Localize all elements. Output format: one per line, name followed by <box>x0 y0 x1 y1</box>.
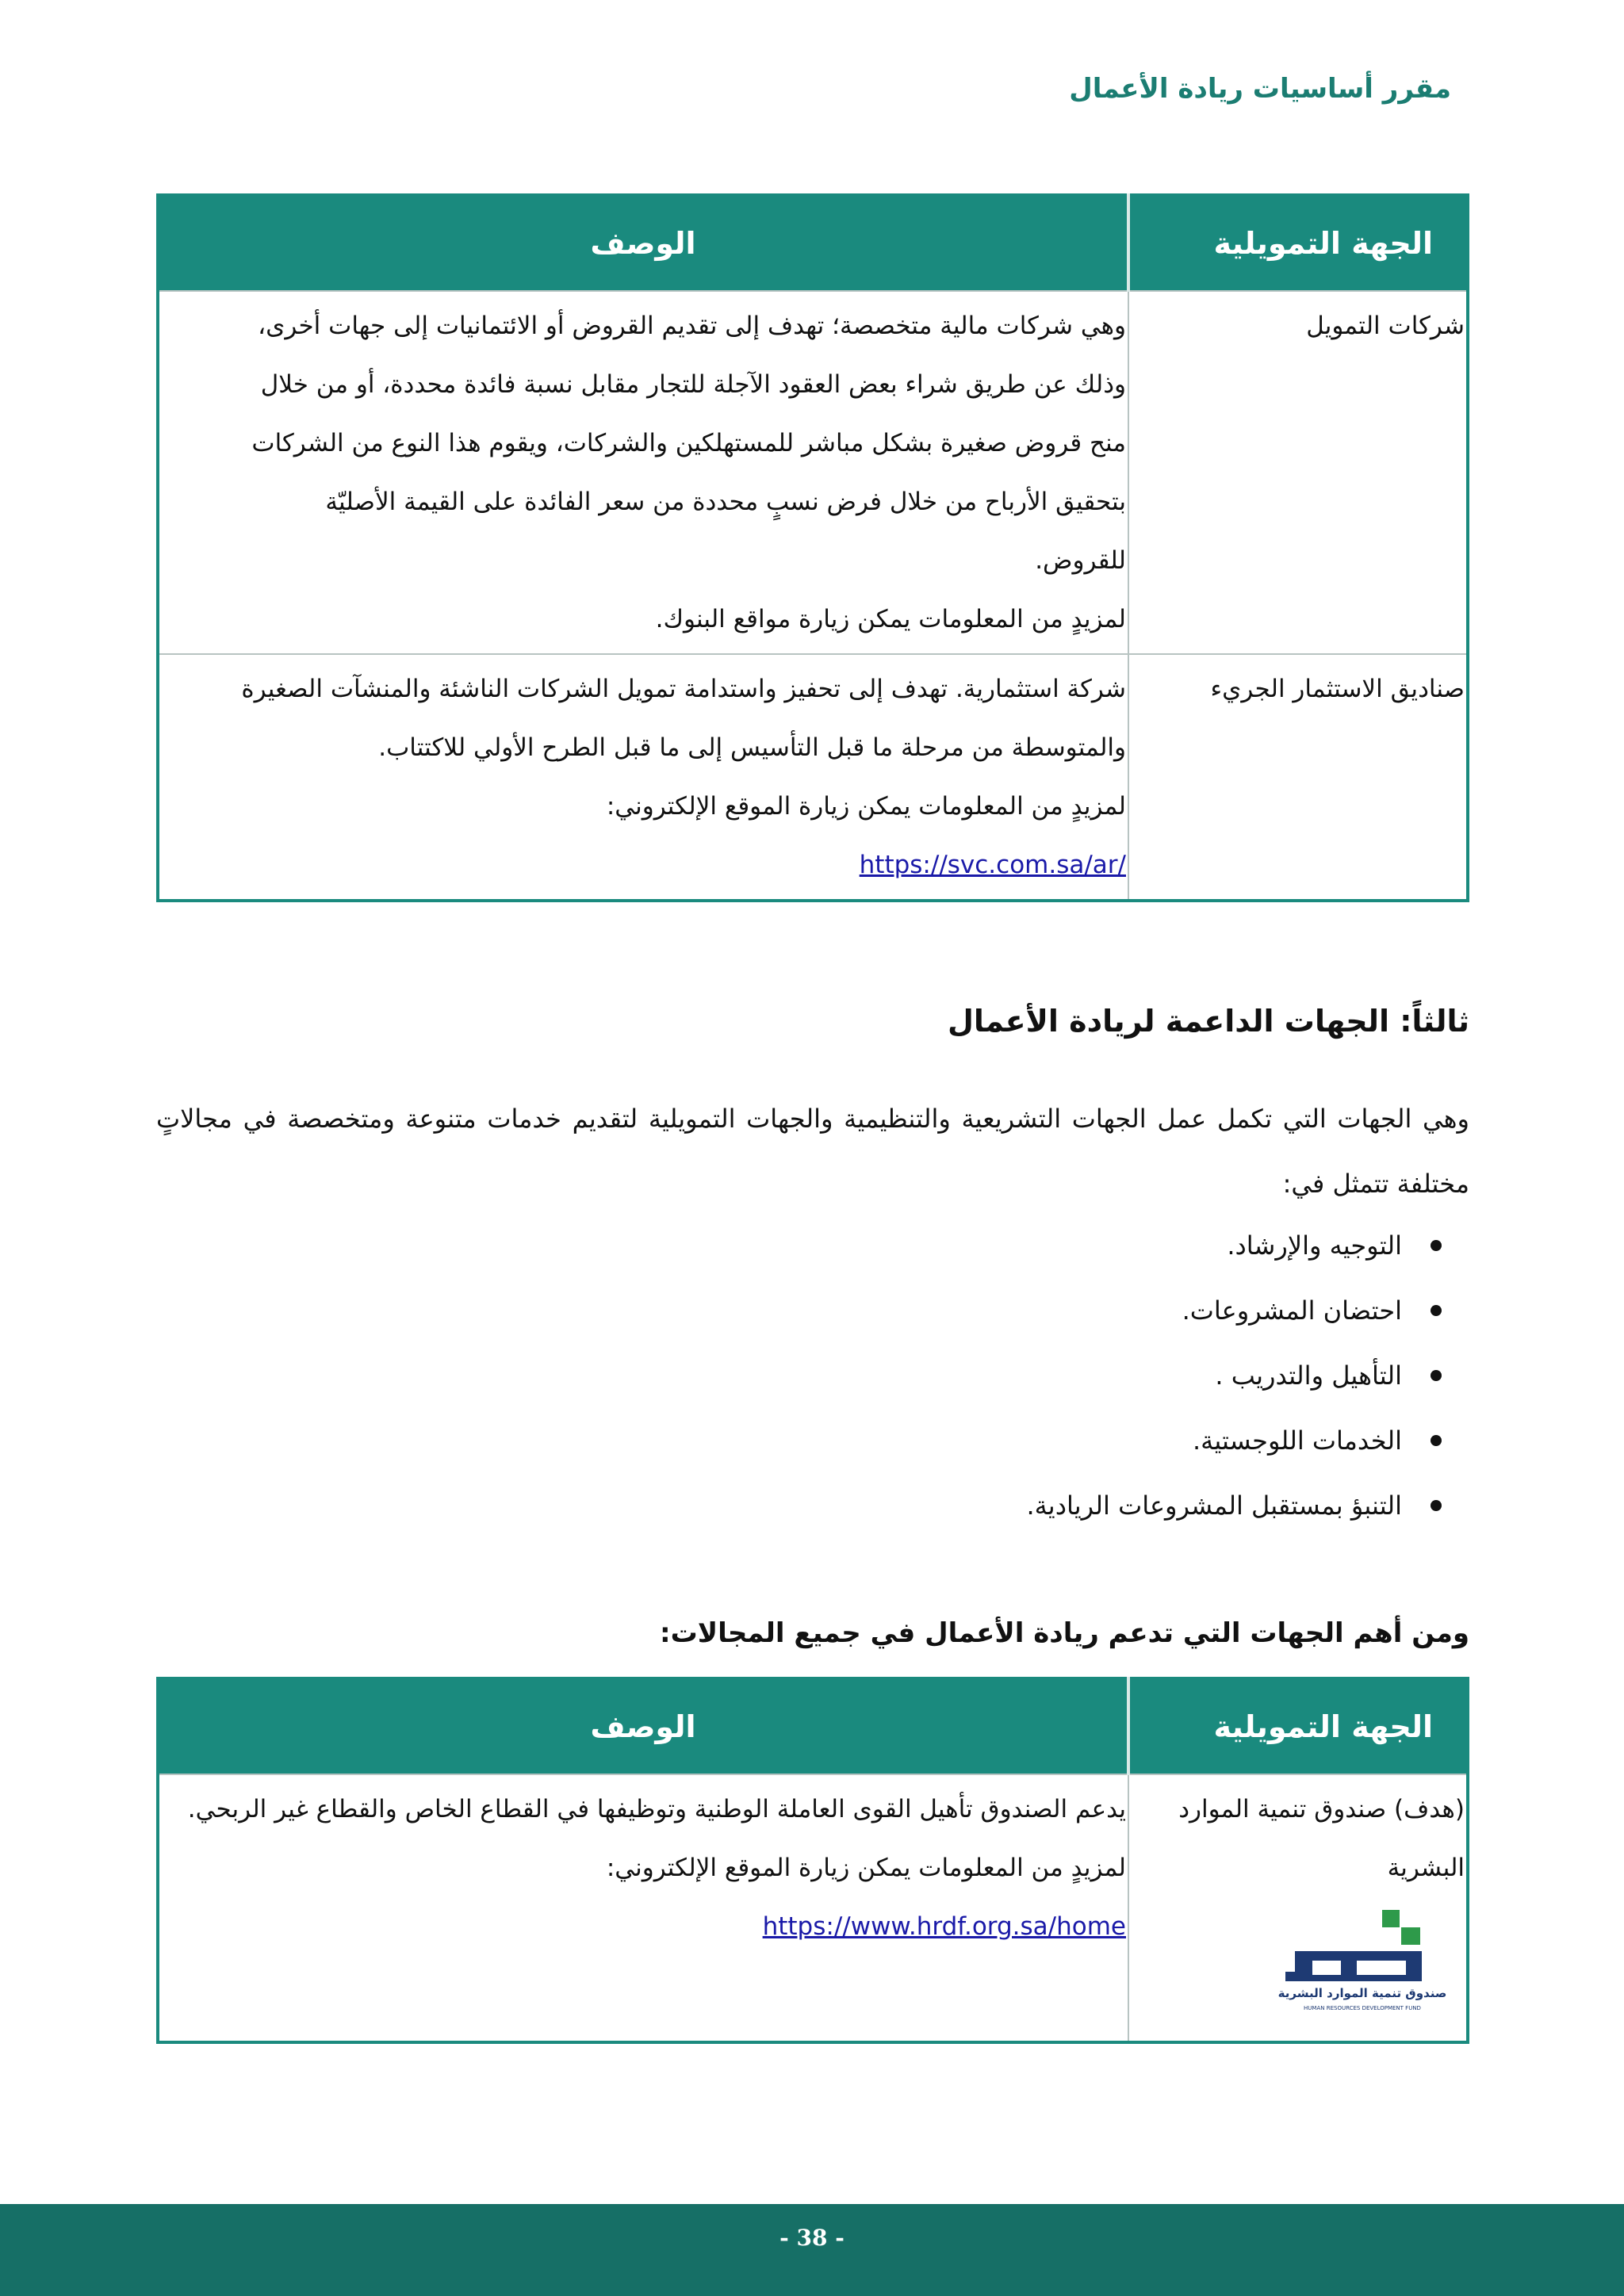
table-row <box>158 291 1468 654</box>
supporting-entities-heading: ومن أهم الجهات التي تدعم ريادة الأعمال في جميع المجالات: <box>659 1617 1469 1649</box>
logo-text-ar: صندوق تنمية الموارد البشرية <box>1277 1986 1447 2000</box>
table-row <box>158 1774 1468 2042</box>
table-header-row <box>158 1678 1468 1774</box>
column-header-description: الوصف <box>158 195 1128 291</box>
description-line: لمزيدٍ من المعلومات يمكن زيارة الموقع الإلكتروني: <box>606 1854 1126 1882</box>
description-line: وذلك عن طريق شراء بعض العقود الآجلة للتجار مقابل نسبة فائدة محددة، أو من خلال <box>260 370 1126 399</box>
description-line: منح قروض صغيرة بشكل مباشر للمستهلكين والشركات، ويقوم هذا النوع من الشركات <box>251 429 1126 457</box>
description-line: للقروض. <box>1035 546 1126 575</box>
list-item: التأهيل والتدريب . <box>1026 1343 1442 1408</box>
page-number: - 38 - <box>779 2225 845 2251</box>
svc-website-link[interactable]: https://svc.com.sa/ar/ <box>859 851 1126 879</box>
list-item: التنبؤ بمستقبل المشروعات الريادية. <box>1026 1473 1442 1538</box>
description-line: يدعم الصندوق تأهيل القوى العاملة الوطنية وتوظيفها في القطاع الخاص والقطاع غير الربحي. <box>187 1795 1126 1823</box>
description-line: بتحقيق الأرباح من خلال فرض نسبٍ محددة من سعر الفائدة على القيمة الأصليّة <box>325 488 1126 516</box>
column-header-entity: الجهة التمويلية <box>1128 195 1468 291</box>
list-item: احتضان المشروعات. <box>1026 1278 1442 1343</box>
list-item: التوجيه والإرشاد. <box>1026 1213 1442 1278</box>
entity-name: (هدف) صندوق تنمية الموارد البشرية <box>1178 1795 1465 1882</box>
funding-entities-table <box>156 193 1469 902</box>
logo-text-en: HUMAN RESOURCES DEVELOPMENT FUND <box>1304 2005 1421 2011</box>
description-line: لمزيدٍ من المعلومات يمكن زيارة مواقع البنوك. <box>655 605 1126 633</box>
entity-cell: شركات التمويل <box>1128 291 1468 654</box>
list-item: الخدمات اللوجستية. <box>1026 1408 1442 1473</box>
table-header-row <box>158 195 1468 291</box>
description-cell <box>158 1774 1128 2042</box>
column-header-entity: الجهة التمويلية <box>1128 1678 1468 1774</box>
description-line: شركة استثمارية. تهدف إلى تحفيز واستدامة تمويل الشركات الناشئة والمنشآت الصغيرة <box>241 675 1126 703</box>
description-cell <box>158 291 1128 654</box>
entity-cell: صناديق الاستثمار الجريء <box>1128 654 1468 901</box>
column-header-description: الوصف <box>158 1678 1128 1774</box>
description-line: والمتوسطة من مرحلة ما قبل التأسيس إلى ما قبل الطرح الأولي للاكتتاب. <box>378 733 1126 762</box>
table-row <box>158 654 1468 901</box>
entity-cell <box>1128 1774 1468 2042</box>
section-title: ثالثاً: الجهات الداعمة لريادة الأعمال <box>947 1004 1469 1039</box>
description-cell <box>158 654 1128 901</box>
description-line: لمزيدٍ من المعلومات يمكن زيارة الموقع الإلكتروني: <box>606 792 1126 821</box>
hrdf-logo <box>1263 1904 1461 2015</box>
description-line: وهي شركات مالية متخصصة؛ تهدف إلى تقديم القروض أو الائتمانيات إلى جهات أخرى، <box>258 312 1126 340</box>
supporting-entities-table <box>156 1677 1469 2044</box>
hrdf-website-link[interactable]: https://www.hrdf.org.sa/home <box>762 1912 1126 1941</box>
running-header: مقرر أساسيات ريادة الأعمال <box>1069 73 1451 105</box>
intro-paragraph: وهي الجهات التي تكمل عمل الجهات التشريعية والتنظيمية والجهات التمويلية لتقديم خدمات متنوعة ومتخصصة في مجالاتٍ مختلفة تتمثل في: <box>156 1104 1469 1199</box>
services-list <box>1026 1213 1442 1538</box>
